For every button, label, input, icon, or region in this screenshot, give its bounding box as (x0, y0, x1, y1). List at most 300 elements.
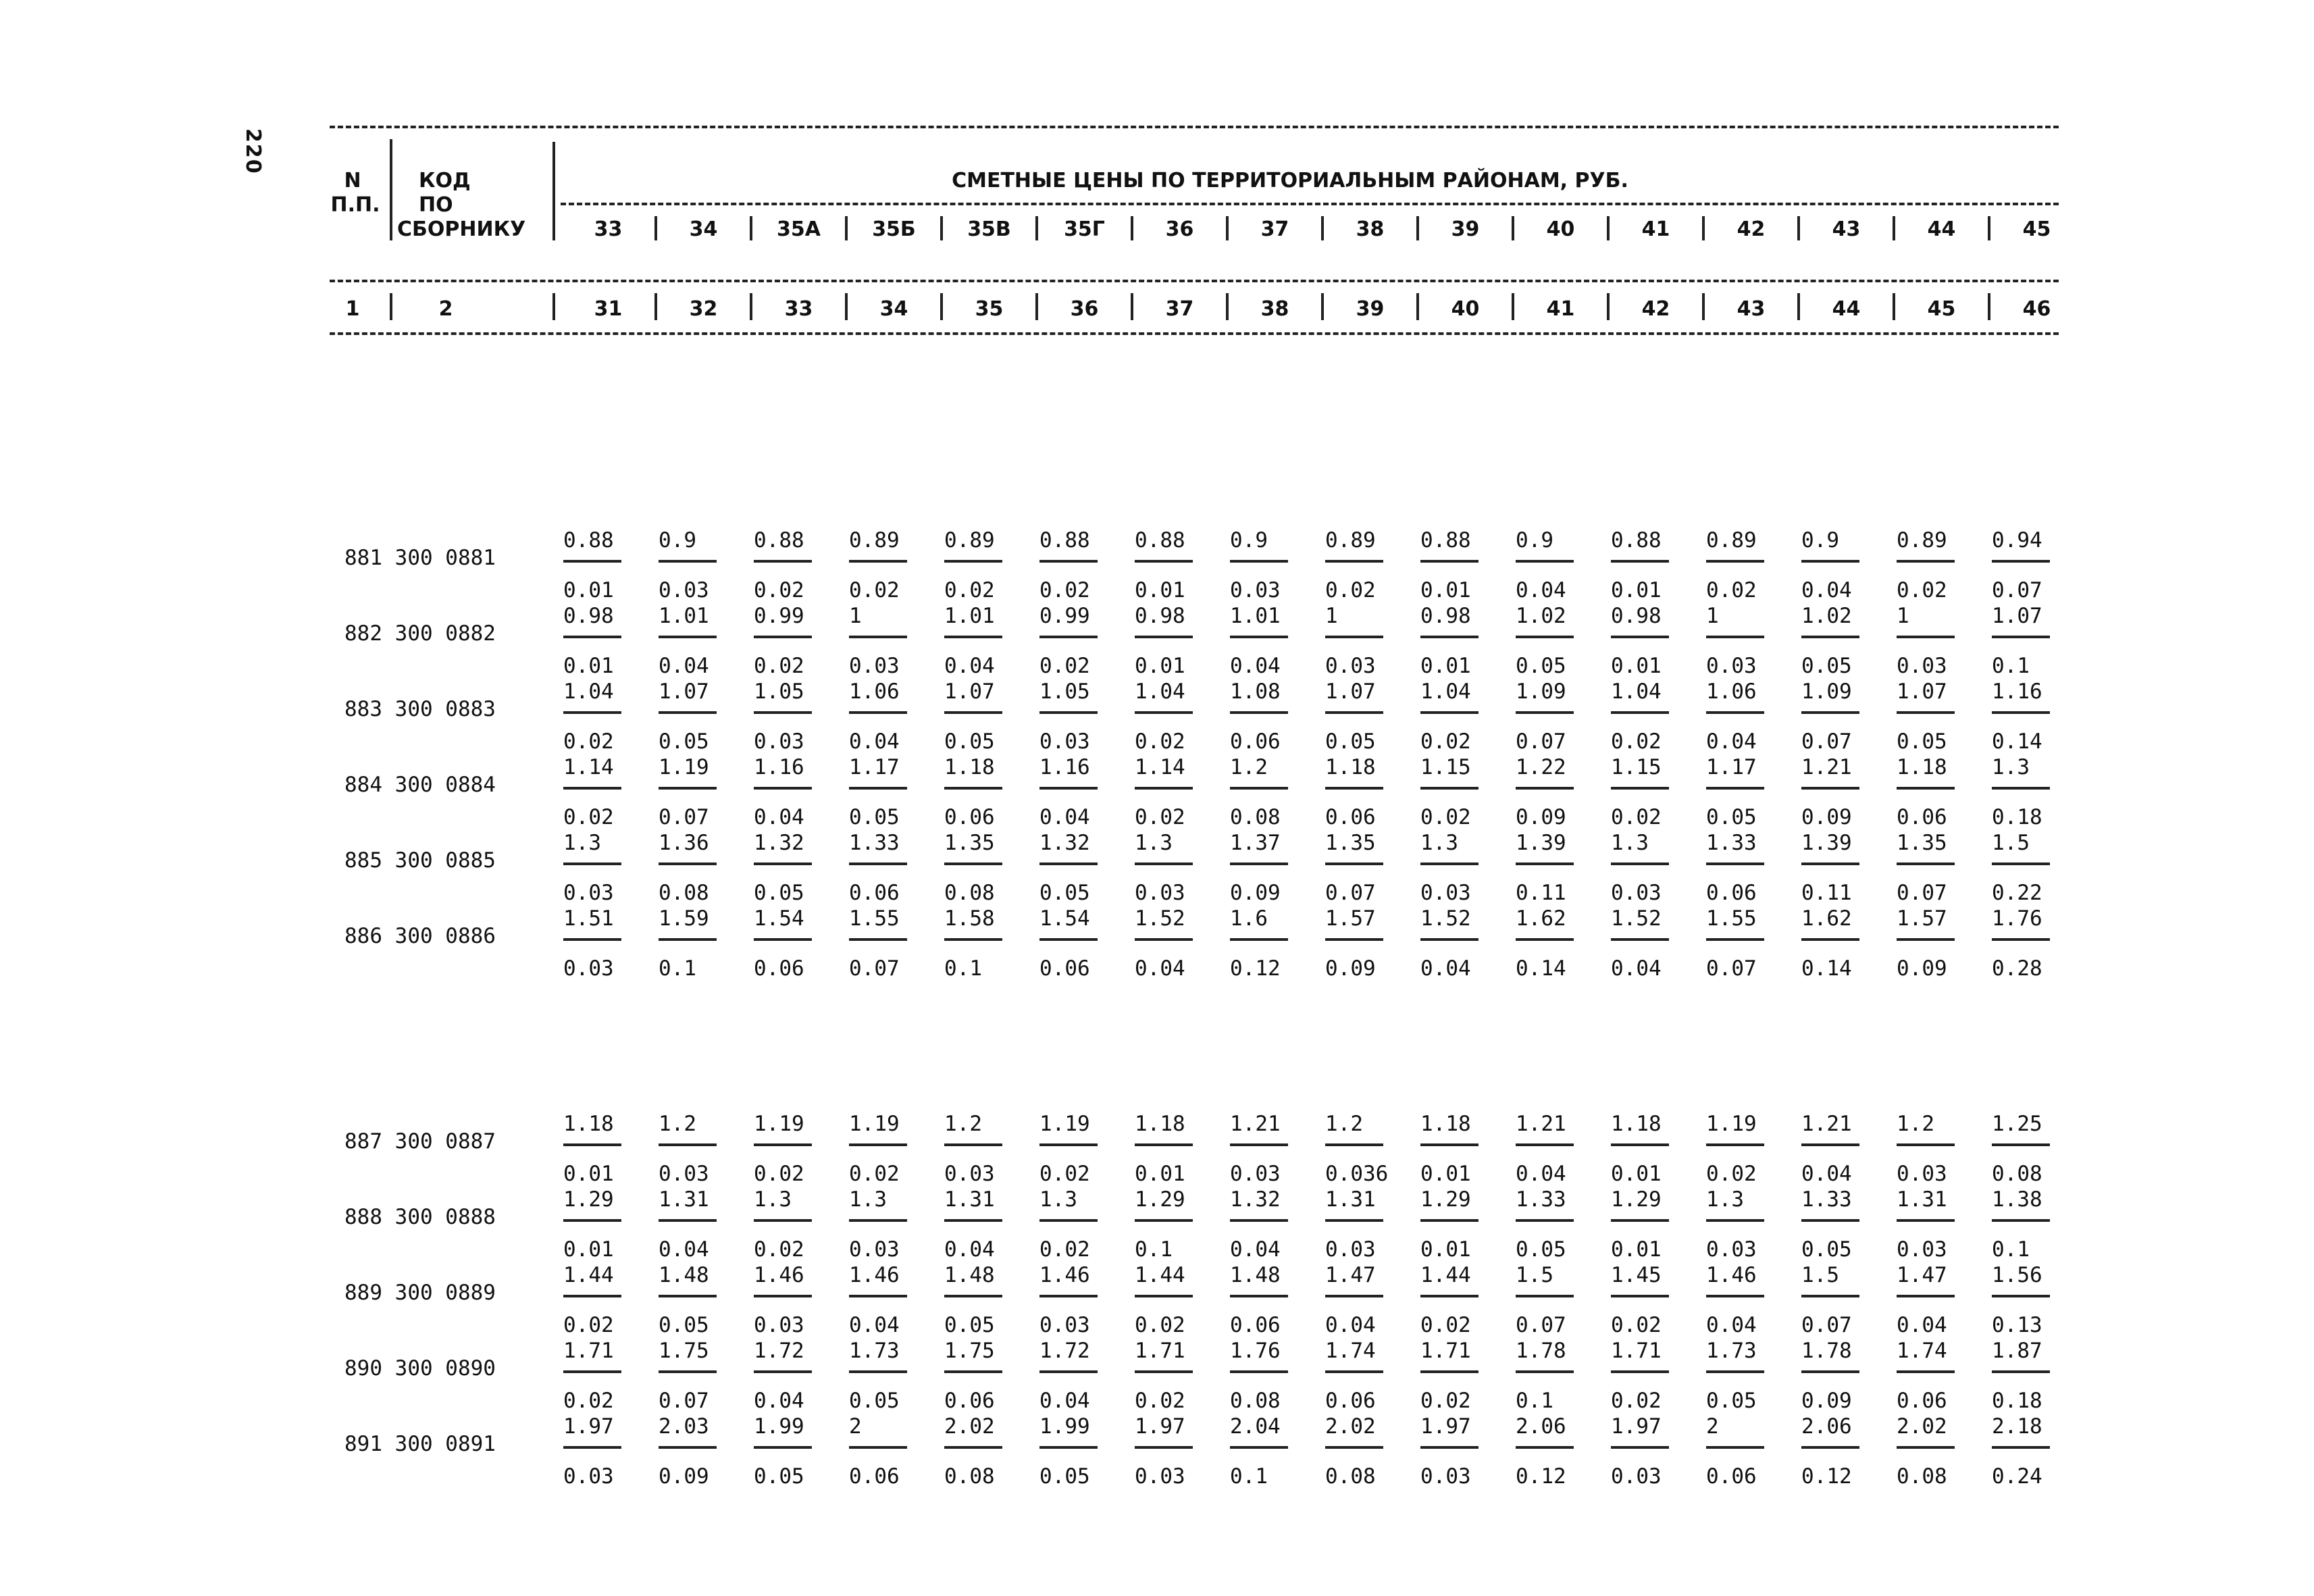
fraction-bar (1420, 1446, 1479, 1449)
fraction-bar (1706, 711, 1764, 714)
price-delta: 0.03 (563, 1464, 614, 1489)
price-value: 1.52 (1611, 906, 1662, 931)
price-value: 1.21 (1801, 755, 1852, 779)
price-delta: 0.036 (1325, 1162, 1389, 1186)
price-value: 1.6 (1230, 906, 1268, 931)
fraction-bar (1516, 938, 1574, 941)
price-delta: 0.04 (1230, 654, 1281, 678)
price-delta: 0.07 (659, 805, 709, 829)
fraction-bar (1992, 636, 2050, 638)
region-sep (1988, 216, 1990, 240)
price-delta: 0.02 (754, 1237, 804, 1262)
fraction-bar (1611, 1446, 1669, 1449)
fraction-bar (1897, 636, 1955, 638)
index-label: 34 (879, 297, 908, 321)
price-value: 1.37 (1230, 831, 1281, 855)
price-delta: 0.06 (1897, 805, 1947, 829)
region-sep (845, 216, 848, 240)
price-delta: 0.01 (1135, 654, 1185, 678)
price-delta: 0.04 (754, 1389, 804, 1413)
region-sep (1226, 216, 1229, 240)
price-value: 1.17 (849, 755, 900, 779)
fraction-bar (849, 1295, 907, 1297)
fraction-bar (1516, 787, 1574, 790)
region-sep (1893, 216, 1895, 240)
row-code: 889 300 0889 (344, 1281, 496, 1305)
fraction-bar (849, 787, 907, 790)
price-value: 1.18 (1325, 755, 1376, 779)
fraction-bar (1230, 1219, 1288, 1222)
price-delta: 0.04 (1706, 729, 1757, 754)
region-label: 35Б (872, 217, 916, 241)
price-value: 1.73 (849, 1339, 900, 1363)
price-value: 1.78 (1516, 1339, 1566, 1363)
price-delta: 0.01 (1611, 1162, 1662, 1186)
price-delta: 0.02 (1420, 1313, 1471, 1337)
fraction-bar (754, 560, 812, 563)
price-delta: 0.02 (1706, 1162, 1757, 1186)
price-value: 1.55 (1706, 906, 1757, 931)
price-delta: 0.09 (659, 1464, 709, 1489)
price-value: 1.87 (1992, 1339, 2042, 1363)
index-label: 38 (1260, 297, 1289, 321)
price-delta: 0.14 (1801, 956, 1852, 981)
region-label: 41 (1641, 217, 1670, 241)
price-delta: 0.09 (1801, 1389, 1852, 1413)
fraction-bar (1230, 787, 1288, 790)
price-value: 1.5 (1801, 1263, 1839, 1287)
price-delta: 0.09 (1516, 805, 1566, 829)
fraction-bar (754, 1219, 812, 1222)
fraction-bar (1611, 711, 1669, 714)
price-delta: 0.01 (1420, 578, 1471, 602)
index-label: 42 (1641, 297, 1670, 321)
price-value: 1.5 (1992, 831, 2030, 855)
price-delta: 0.04 (1420, 956, 1471, 981)
price-delta: 0.11 (1516, 881, 1566, 905)
price-value: 1.01 (944, 604, 995, 628)
region-label: 43 (1832, 217, 1861, 241)
price-delta: 0.02 (563, 729, 614, 754)
price-delta: 0.05 (659, 729, 709, 754)
price-value: 0.89 (849, 528, 900, 552)
price-delta: 0.06 (1325, 1389, 1376, 1413)
price-value: 1.33 (1706, 831, 1757, 855)
fraction-bar (1230, 711, 1288, 714)
price-delta: 0.05 (1516, 1237, 1566, 1262)
price-delta: 0.05 (1801, 654, 1852, 678)
fraction-bar (1611, 863, 1669, 865)
price-delta: 0.03 (1706, 654, 1757, 678)
price-value: 1.2 (659, 1112, 696, 1136)
fraction-bar (849, 636, 907, 638)
price-delta: 0.08 (659, 881, 709, 905)
price-value: 1.44 (1420, 1263, 1471, 1287)
row-code: 886 300 0886 (344, 924, 496, 948)
fraction-bar (1706, 1295, 1764, 1297)
price-delta: 0.1 (1135, 1237, 1173, 1262)
fraction-bar (1135, 787, 1193, 790)
price-delta: 0.05 (1516, 654, 1566, 678)
fraction-bar (1897, 560, 1955, 563)
price-delta: 0.13 (1992, 1313, 2042, 1337)
fraction-bar (1516, 1219, 1574, 1222)
price-value: 1.3 (1992, 755, 2030, 779)
price-delta: 0.04 (1801, 1162, 1852, 1186)
fraction-bar (849, 1143, 907, 1146)
fraction-bar (1611, 787, 1669, 790)
header-sep-code (552, 142, 555, 240)
price-delta: 0.02 (849, 578, 900, 602)
price-delta: 0.03 (754, 729, 804, 754)
price-delta: 0.04 (1897, 1313, 1947, 1337)
fraction-bar (1897, 1370, 1955, 1373)
price-value: 2.02 (944, 1414, 995, 1439)
fraction-bar (1992, 863, 2050, 865)
fraction-bar (659, 1143, 717, 1146)
price-value: 0.9 (1801, 528, 1839, 552)
price-value: 2 (849, 1414, 862, 1439)
price-delta: 0.02 (563, 805, 614, 829)
fraction-bar (1039, 1446, 1098, 1449)
price-delta: 0.02 (1611, 1389, 1662, 1413)
price-value: 1.25 (1992, 1112, 2042, 1136)
fraction-bar (1325, 711, 1383, 714)
region-sep (1607, 216, 1610, 240)
price-delta: 0.01 (563, 578, 614, 602)
price-value: 1.29 (563, 1187, 614, 1212)
price-delta: 0.02 (754, 654, 804, 678)
price-value: 1.71 (1420, 1339, 1471, 1363)
price-delta: 0.05 (944, 729, 995, 754)
price-value: 1.55 (849, 906, 900, 931)
price-delta: 0.03 (1325, 1237, 1376, 1262)
price-value: 1.38 (1992, 1187, 2042, 1212)
fraction-bar (1135, 938, 1193, 941)
header-sep-num (390, 139, 392, 240)
price-delta: 0.02 (1135, 1389, 1185, 1413)
fraction-bar (1516, 560, 1574, 563)
price-value: 1 (849, 604, 862, 628)
region-label: 39 (1451, 217, 1480, 241)
price-value: 1.59 (659, 906, 709, 931)
price-value: 1.97 (1611, 1414, 1662, 1439)
col-code-label-3: СБОРНИКУ (397, 217, 526, 241)
fraction-bar (1420, 863, 1479, 865)
fraction-bar (849, 938, 907, 941)
price-delta: 0.18 (1992, 1389, 2042, 1413)
price-value: 1.99 (754, 1414, 804, 1439)
price-value: 0.9 (659, 528, 696, 552)
price-delta: 0.04 (1039, 1389, 1090, 1413)
price-value: 0.89 (1706, 528, 1757, 552)
fraction-bar (1420, 1295, 1479, 1297)
price-delta: 0.06 (1325, 805, 1376, 829)
fraction-bar (563, 787, 621, 790)
fraction-bar (1230, 636, 1288, 638)
price-delta: 0.11 (1801, 881, 1852, 905)
price-delta: 0.06 (944, 805, 995, 829)
price-delta: 0.04 (849, 1313, 900, 1337)
price-delta: 0.03 (1230, 578, 1281, 602)
row-code: 885 300 0885 (344, 848, 496, 873)
fraction-bar (1325, 1143, 1383, 1146)
price-delta: 0.04 (659, 654, 709, 678)
price-value: 1.71 (1611, 1339, 1662, 1363)
price-delta: 0.03 (1897, 654, 1947, 678)
index-first: 1 (345, 297, 360, 321)
index-label: 39 (1356, 297, 1385, 321)
price-delta: 0.02 (754, 1162, 804, 1186)
col-code-label-2: ПО (419, 193, 453, 217)
price-value: 1.47 (1325, 1263, 1376, 1287)
fraction-bar (563, 1446, 621, 1449)
price-value: 1.48 (659, 1263, 709, 1287)
price-value: 1.15 (1611, 755, 1662, 779)
price-delta: 0.01 (1611, 654, 1662, 678)
price-value: 1.02 (1801, 604, 1852, 628)
fraction-bar (1706, 1219, 1764, 1222)
price-value: 1.2 (1897, 1112, 1934, 1136)
region-sep (1416, 216, 1419, 240)
price-value: 1.97 (563, 1414, 614, 1439)
fraction-bar (1992, 1143, 2050, 1146)
price-value: 0.99 (1039, 604, 1090, 628)
price-delta: 0.1 (659, 956, 696, 981)
price-value: 1.16 (1039, 755, 1090, 779)
fraction-bar (1801, 636, 1859, 638)
region-sep (1321, 216, 1324, 240)
price-value: 1.04 (1611, 679, 1662, 704)
price-delta: 0.08 (1897, 1464, 1947, 1489)
price-value: 1.2 (1230, 755, 1268, 779)
price-delta: 0.03 (1135, 1464, 1185, 1489)
price-delta: 0.1 (1992, 654, 2030, 678)
index-sep-num (390, 293, 392, 320)
price-value: 0.89 (1325, 528, 1376, 552)
price-value: 0.88 (754, 528, 804, 552)
price-delta: 0.01 (1420, 654, 1471, 678)
index-label: 31 (594, 297, 623, 321)
price-delta: 0.03 (1039, 1313, 1090, 1337)
price-value: 1.31 (944, 1187, 995, 1212)
price-delta: 0.01 (1611, 1237, 1662, 1262)
price-value: 2.02 (1897, 1414, 1947, 1439)
fraction-bar (1420, 787, 1479, 790)
fraction-bar (849, 1219, 907, 1222)
row-code: 888 300 0888 (344, 1205, 496, 1229)
row-code: 883 300 0883 (344, 697, 496, 721)
price-value: 0.88 (1611, 528, 1662, 552)
index-label: 37 (1165, 297, 1194, 321)
fraction-bar (1611, 1370, 1669, 1373)
price-value: 1.75 (944, 1339, 995, 1363)
price-value: 1.04 (563, 679, 614, 704)
price-delta: 0.05 (659, 1313, 709, 1337)
fraction-bar (1230, 560, 1288, 563)
price-value: 1.51 (563, 906, 614, 931)
price-value: 1.46 (754, 1263, 804, 1287)
price-delta: 0.1 (1230, 1464, 1268, 1489)
region-label: 38 (1356, 217, 1385, 241)
price-value: 1.72 (1039, 1339, 1090, 1363)
price-delta: 0.06 (1230, 729, 1281, 754)
price-value: 2 (1706, 1414, 1719, 1439)
header-bottom-rule (330, 332, 2059, 335)
fraction-bar (944, 1295, 1002, 1297)
price-delta: 0.07 (1706, 956, 1757, 981)
price-value: 1.44 (1135, 1263, 1185, 1287)
price-value: 1.06 (1706, 679, 1757, 704)
index-label: 35 (975, 297, 1004, 321)
fraction-bar (1706, 1143, 1764, 1146)
fraction-bar (1135, 1143, 1193, 1146)
price-delta: 0.05 (1706, 805, 1757, 829)
price-delta: 0.02 (849, 1162, 900, 1186)
price-value: 1.33 (849, 831, 900, 855)
region-label: 36 (1165, 217, 1194, 241)
price-value: 1.33 (1801, 1187, 1852, 1212)
price-delta: 0.02 (1611, 805, 1662, 829)
price-delta: 0.05 (754, 881, 804, 905)
price-delta: 0.03 (1897, 1162, 1947, 1186)
price-delta: 0.07 (1516, 729, 1566, 754)
price-delta: 0.05 (1325, 729, 1376, 754)
price-delta: 0.02 (1611, 729, 1662, 754)
region-sep (1702, 216, 1705, 240)
price-value: 1.18 (1135, 1112, 1185, 1136)
price-value: 0.98 (1135, 604, 1185, 628)
fraction-bar (944, 560, 1002, 563)
fraction-bar (1706, 787, 1764, 790)
price-delta: 0.01 (1420, 1237, 1471, 1262)
price-delta: 0.04 (659, 1237, 709, 1262)
region-sep (1131, 216, 1133, 240)
price-delta: 0.09 (1801, 805, 1852, 829)
price-value: 1.14 (563, 755, 614, 779)
price-value: 1.32 (1230, 1187, 1281, 1212)
price-value: 0.94 (1992, 528, 2042, 552)
price-value: 1.3 (1420, 831, 1458, 855)
price-delta: 0.02 (1039, 1162, 1090, 1186)
price-value: 1.07 (944, 679, 995, 704)
fraction-bar (1897, 863, 1955, 865)
price-delta: 0.18 (1992, 805, 2042, 829)
price-delta: 0.04 (944, 1237, 995, 1262)
price-value: 1.35 (944, 831, 995, 855)
fraction-bar (1230, 938, 1288, 941)
price-value: 1.29 (1611, 1187, 1662, 1212)
price-delta: 0.02 (1420, 1389, 1471, 1413)
price-value: 1.19 (849, 1112, 900, 1136)
price-value: 2.03 (659, 1414, 709, 1439)
price-value: 1.48 (944, 1263, 995, 1287)
price-value: 1.39 (1516, 831, 1566, 855)
price-delta: 0.01 (563, 654, 614, 678)
price-delta: 0.01 (1420, 1162, 1471, 1186)
header-title-rule (561, 203, 2059, 205)
price-delta: 0.1 (1992, 1237, 2030, 1262)
price-delta: 0.03 (754, 1313, 804, 1337)
price-delta: 0.02 (563, 1389, 614, 1413)
price-delta: 0.02 (1706, 578, 1757, 602)
fraction-bar (849, 1370, 907, 1373)
fraction-bar (849, 1446, 907, 1449)
fraction-bar (1039, 863, 1098, 865)
fraction-bar (1420, 1219, 1479, 1222)
fraction-bar (563, 938, 621, 941)
fraction-bar (1325, 1370, 1383, 1373)
price-delta: 0.06 (1039, 956, 1090, 981)
fraction-bar (1992, 1370, 2050, 1373)
price-value: 1.35 (1897, 831, 1947, 855)
price-delta: 0.03 (1039, 729, 1090, 754)
price-delta: 0.02 (1420, 805, 1471, 829)
region-label: 33 (594, 217, 623, 241)
region-label: 35В (967, 217, 1011, 241)
fraction-bar (1516, 1370, 1574, 1373)
price-value: 1.01 (1230, 604, 1281, 628)
price-value: 1.3 (1039, 1187, 1077, 1212)
fraction-bar (1611, 1295, 1669, 1297)
price-value: 1.19 (1039, 1112, 1090, 1136)
region-label: 35А (777, 217, 821, 241)
price-value: 1.46 (1706, 1263, 1757, 1287)
price-value: 1.19 (1706, 1112, 1757, 1136)
fraction-bar (1992, 1219, 2050, 1222)
price-delta: 0.03 (1897, 1237, 1947, 1262)
price-value: 0.98 (1420, 604, 1471, 628)
price-value: 1.78 (1801, 1339, 1852, 1363)
price-value: 2.02 (1325, 1414, 1376, 1439)
region-sep (654, 216, 657, 240)
fraction-bar (1992, 1295, 2050, 1297)
fraction-bar (1801, 1219, 1859, 1222)
price-value: 1.31 (1897, 1187, 1947, 1212)
price-value: 1.46 (849, 1263, 900, 1287)
index-label: 45 (1927, 297, 1956, 321)
fraction-bar (944, 938, 1002, 941)
fraction-bar (563, 711, 621, 714)
price-value: 1.3 (754, 1187, 792, 1212)
price-value: 1.54 (754, 906, 804, 931)
fraction-bar (1516, 863, 1574, 865)
fraction-bar (1801, 938, 1859, 941)
price-delta: 0.03 (1420, 881, 1471, 905)
fraction-bar (1801, 1295, 1859, 1297)
fraction-bar (1135, 636, 1193, 638)
price-delta: 0.24 (1992, 1464, 2042, 1489)
price-value: 0.89 (944, 528, 995, 552)
price-value: 1.01 (659, 604, 709, 628)
price-value: 1.39 (1801, 831, 1852, 855)
price-value: 1.35 (1325, 831, 1376, 855)
fraction-bar (1039, 1370, 1098, 1373)
price-delta: 0.06 (1706, 1464, 1757, 1489)
fraction-bar (1992, 938, 2050, 941)
fraction-bar (563, 1219, 621, 1222)
index-label: 32 (689, 297, 718, 321)
price-value: 1.17 (1706, 755, 1757, 779)
price-delta: 0.03 (563, 881, 614, 905)
price-delta: 0.06 (944, 1389, 995, 1413)
price-value: 1.07 (1992, 604, 2042, 628)
price-delta: 0.04 (754, 805, 804, 829)
fraction-bar (1325, 787, 1383, 790)
fraction-bar (944, 1143, 1002, 1146)
price-value: 1.07 (1897, 679, 1947, 704)
price-value: 1.21 (1516, 1112, 1566, 1136)
